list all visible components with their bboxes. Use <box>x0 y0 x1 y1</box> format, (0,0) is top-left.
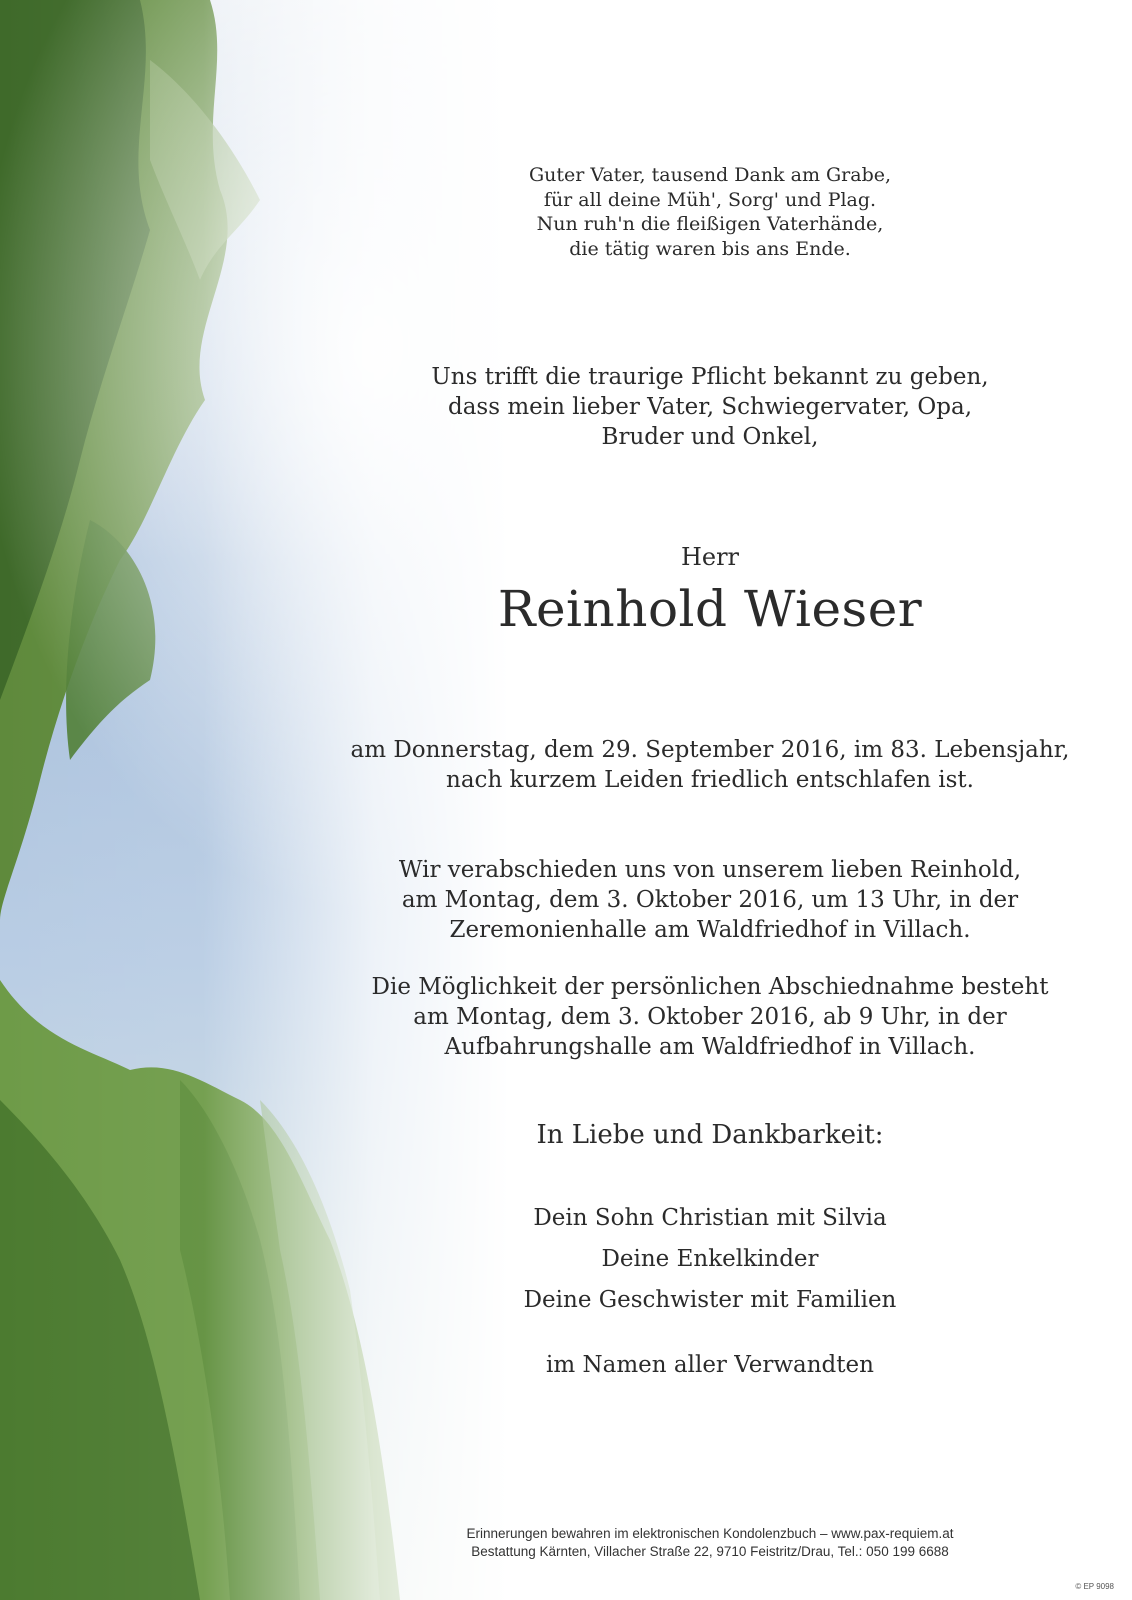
print-code: © EP 9098 <box>1075 1582 1114 1591</box>
death-notice <box>300 735 1120 795</box>
death-line: nach kurzem Leiden friedlich entschlafen ist. <box>446 767 974 793</box>
intro-line: Bruder und Onkel, <box>601 424 819 450</box>
closing-phrase: In Liebe und Dankbarkeit: <box>536 1120 884 1150</box>
mourners-list <box>300 1198 1120 1321</box>
intro-line: Uns trifft die traurige Pflicht bekannt zu geben, <box>431 364 989 390</box>
poem-line: die tätig waren bis ans Ende. <box>569 237 851 260</box>
on-behalf-line: im Namen aller Verwandten <box>546 1352 874 1378</box>
mourner-entry: Dein Sohn Christian mit Silvia <box>533 1205 887 1231</box>
death-line: am Donnerstag, dem 29. September 2016, im 83. Lebensjahr, <box>350 737 1070 763</box>
footer-contact-line: Bestattung Kärnten, Villacher Straße 22, 9710 Feistritz/Drau, Tel.: 050 199 6688 <box>471 1544 949 1559</box>
viewing-line: Die Möglichkeit der persönlichen Abschiednahme besteht <box>371 974 1049 1000</box>
farewell-line: am Montag, dem 3. Oktober 2016, um 13 Uhr, in der <box>401 887 1019 913</box>
farewell-line: Wir verabschieden uns von unserem lieben Reinhold, <box>398 857 1022 883</box>
intro-line: dass mein lieber Vater, Schwiegervater, Opa, <box>447 394 973 420</box>
mourner-entry: Deine Geschwister mit Familien <box>523 1287 897 1313</box>
deceased-name: Reinhold Wieser <box>497 580 923 638</box>
poem-line: Nun ruh'n die fleißigen Vaterhände, <box>536 213 884 235</box>
footer <box>300 1525 1120 1561</box>
honorific: Herr <box>680 543 740 571</box>
viewing-info <box>300 972 1120 1062</box>
farewell-line: Zeremonienhalle am Waldfriedhof in Villach. <box>449 917 971 943</box>
footer-condolence-line: Erinnerungen bewahren im elektronischen Kondolenzbuch – www.pax-requiem.at <box>466 1526 954 1541</box>
poem-line: für all deine Müh', Sorg' und Plag. <box>543 188 877 211</box>
poem-line: Guter Vater, tausend Dank am Grabe, <box>528 164 892 186</box>
announcement-intro <box>300 362 1120 452</box>
memorial-poem <box>300 163 1120 261</box>
mourner-entry: Deine Enkelkinder <box>601 1246 819 1272</box>
viewing-line: am Montag, dem 3. Oktober 2016, ab 9 Uhr, in der <box>413 1004 1007 1030</box>
viewing-line: Aufbahrungshalle am Waldfriedhof in Villach. <box>444 1034 976 1060</box>
funeral-ceremony-info <box>300 855 1120 945</box>
